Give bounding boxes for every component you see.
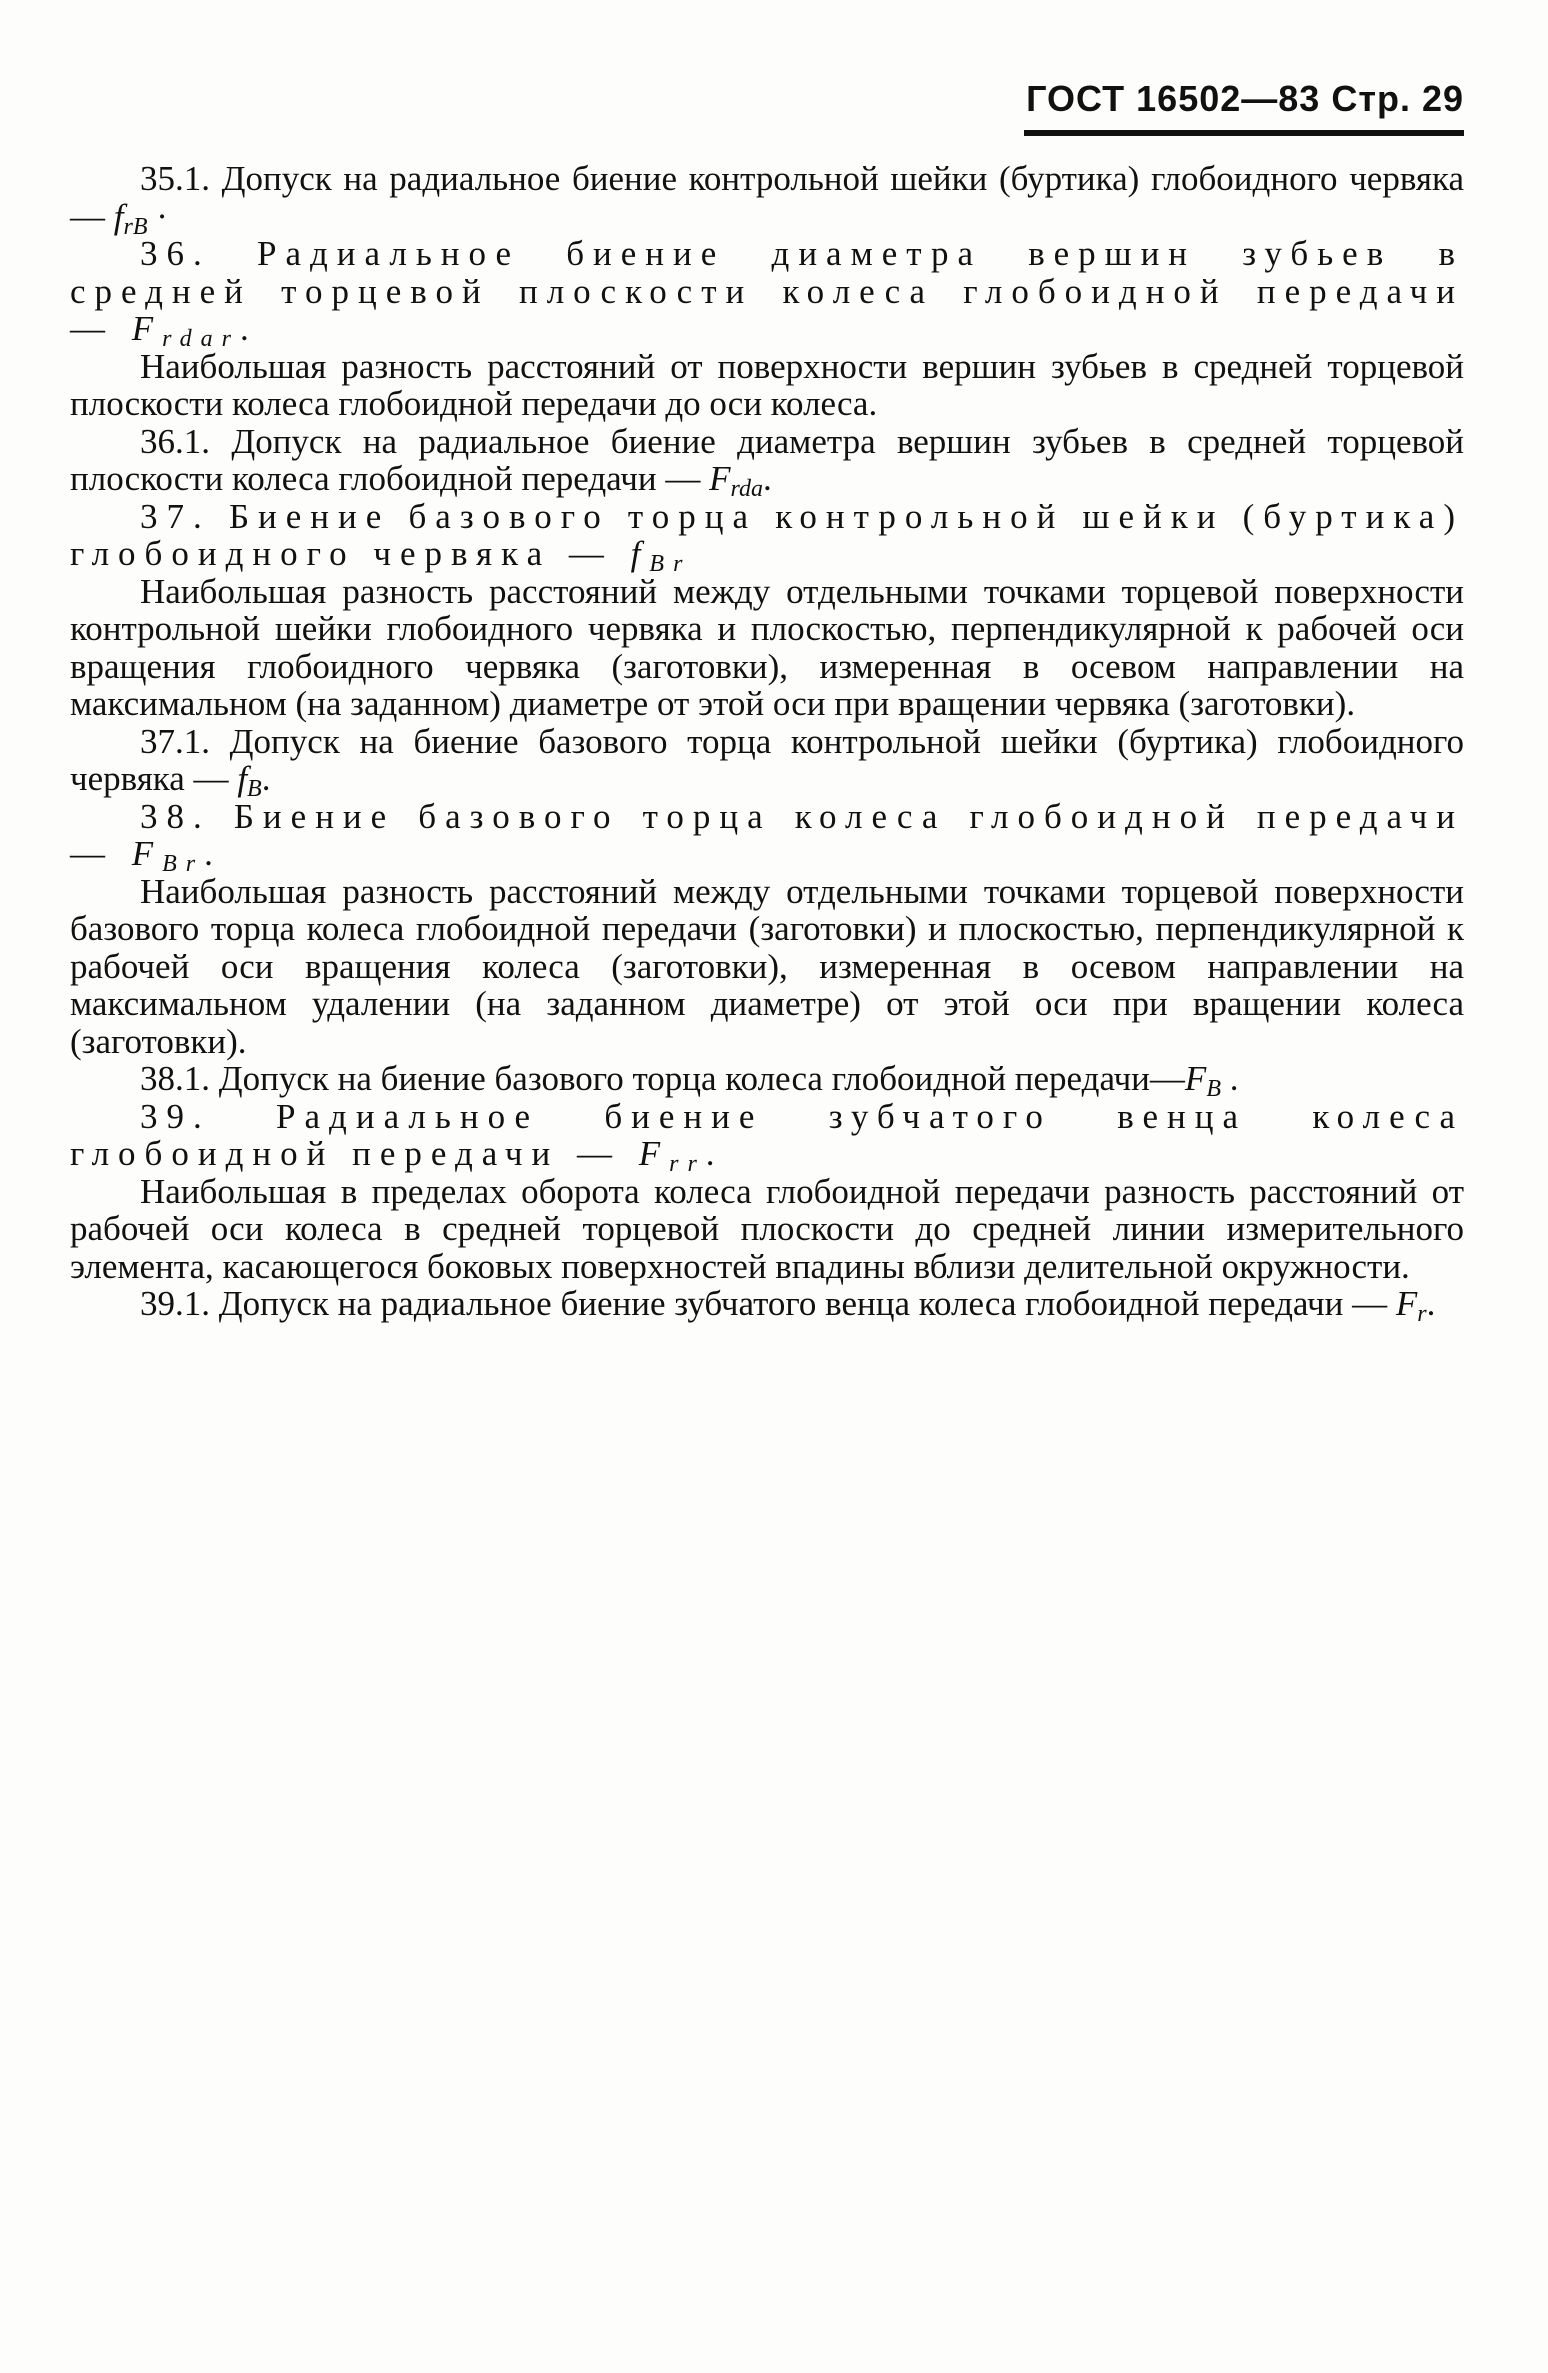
symbol-subscript: Br [162, 851, 205, 877]
symbol: f [630, 534, 650, 573]
symbol-tail: . [762, 459, 772, 498]
tolerance-item [70, 159, 1464, 240]
definition-paragraph [70, 873, 1464, 1061]
symbol-subscript: rB [123, 213, 148, 240]
symbol-subscript: rr [669, 1151, 706, 1177]
page-header [1024, 78, 1464, 136]
definition-paragraph [70, 573, 1464, 723]
symbol-tail: . [204, 834, 222, 873]
symbol-subscript: rda [730, 476, 763, 502]
header-rule [1024, 130, 1464, 136]
symbol-tail: . [705, 1134, 724, 1173]
page-number: Стр. 29 [1331, 78, 1464, 119]
symbol: f [113, 196, 124, 236]
term-heading [70, 796, 1464, 877]
paragraph-text: 37. Биение базового торца контрольной шейки (буртика) глобоидного червяка — [70, 496, 1464, 573]
paragraph-text: 39.1. Допуск на радиальное биение зубчатого венца колеса глобоидной передачи — [140, 1284, 1396, 1323]
symbol-subscript: rdar [162, 326, 240, 352]
symbol: f [237, 759, 248, 798]
term-heading [70, 496, 1464, 577]
standard-number: ГОСТ 16502—83 [1026, 78, 1321, 119]
paragraph-text: 36.1. Допуск на радиальное биение диаметра вершин зубьев в средней торцевой плоскости колеса глобоидной передачи — [70, 421, 1464, 498]
definition-paragraph [70, 1173, 1464, 1286]
symbol: F [1184, 1059, 1207, 1098]
paragraph-text: 38.1. Допуск на биение базового торца колеса глобоидной передачи— [140, 1059, 1185, 1098]
document-body [70, 159, 1464, 1327]
symbol-tail: . [239, 309, 258, 348]
paragraph-text: 37.1. Допуск на биение базового торца контрольной шейки (буртика) глобоидного червяка — [70, 721, 1464, 798]
paragraph-text: Наибольшая в пределах оборота колеса глобоидной передачи разность расстояний от рабочей оси колеса в средней торцевой плоскости до средней линии измерительного элемента, касающегося боковых поверхностей впадины вблизи делительной окружности. [70, 1171, 1464, 1286]
paragraph-text: 36. Радиальное биение диаметра вершин зубьев в средней торцевой плоскости колеса глобоидной передачи — [70, 234, 1464, 348]
paragraph-text: 35.1. Допуск на радиальное биение контрольной шейки (буртика) глобоидного червяка — [70, 159, 1464, 236]
tolerance-item [70, 721, 1464, 802]
tolerance-item [70, 1284, 1464, 1327]
symbol: F [131, 309, 163, 348]
symbol-subscript: B [1206, 1076, 1221, 1102]
tolerance-item [70, 1059, 1464, 1102]
paragraph-text: 39. Радиальное биение зубчатого венца колеса глобоидной передачи — [70, 1096, 1464, 1173]
definition-paragraph [70, 348, 1464, 423]
paragraph-text: 38. Биение базового торца колеса глобоидной передачи — [70, 796, 1464, 873]
paragraph-text: Наибольшая разность расстояний от поверхности вершин зубьев в средней торцевой плоскости колеса глобоидной передачи до оси колеса. [70, 346, 1464, 423]
symbol-tail: . [1426, 1284, 1436, 1323]
paragraph-text: Наибольшая разность расстояний между отдельными точками торцевой поверхности контрольной шейки глобоидного червяка и плоскостью, перпендикулярной к рабочей оси вращения глобоидного червяка (заготовки), измеренная в осевом направлении на максимальном (на заданном) диаметре от этой оси при вращении червяка (заготовки). [70, 571, 1464, 723]
term-heading [70, 1096, 1464, 1177]
symbol: F [709, 459, 731, 498]
symbol: F [1395, 1284, 1418, 1323]
paragraph-text: Наибольшая разность расстояний между отдельными точками торцевой поверхности базового торца колеса глобоидной передачи (заготовки) и плоскостью, перпендикулярной к рабочей оси вращения колеса (заготовки), измеренная в осевом направлении на максимальном удалении (на заданном диаметре) от этой оси при вращении колеса (заготовки). [70, 871, 1464, 1061]
symbol-tail: . [261, 759, 271, 798]
symbol-subscript: B [247, 776, 262, 802]
symbol: F [131, 834, 163, 873]
symbol-tail: · [147, 196, 168, 236]
symbol: F [638, 1134, 670, 1173]
term-heading [70, 234, 1464, 352]
symbol-subscript: r [1417, 1301, 1427, 1327]
tolerance-item [70, 421, 1464, 502]
symbol-subscript: Br [649, 551, 692, 577]
symbol-tail: . [1220, 1059, 1239, 1098]
